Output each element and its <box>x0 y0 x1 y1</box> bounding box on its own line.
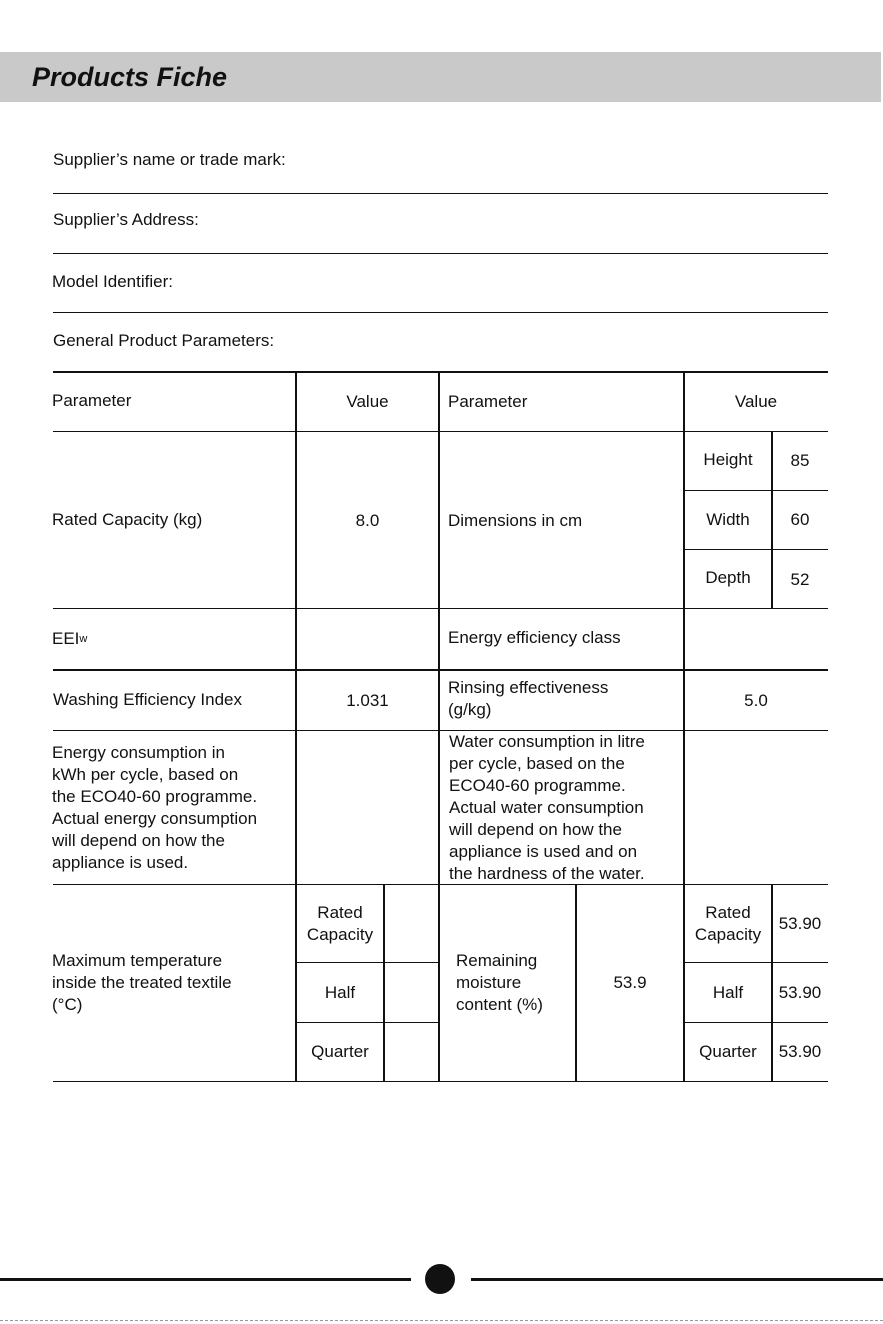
max-temperature-line: Maximum temperature <box>52 951 223 970</box>
supplier-name-label: Supplier’s name or trade mark: <box>53 150 286 169</box>
supplier-address-field <box>53 210 828 254</box>
header-value-2: Value <box>734 392 778 411</box>
moisture-rated-capacity-label <box>685 885 771 962</box>
table-col-divider <box>383 884 385 1082</box>
page-title: Products Fiche <box>32 62 228 92</box>
height-value: 85 <box>790 451 810 470</box>
remaining-moisture-line: Remaining <box>456 951 538 970</box>
width-value: 60 <box>790 510 810 529</box>
max-temp-rated-line: Rated <box>317 902 363 922</box>
rinsing-effectiveness-value: 5.0 <box>744 691 768 710</box>
dimensions-label: Dimensions in cm <box>448 511 583 530</box>
moisture-half-label: Half <box>712 982 744 1002</box>
rinsing-effectiveness-label <box>448 671 682 727</box>
header-value-1: Value <box>346 392 389 411</box>
rated-capacity-label: Rated Capacity (kg) <box>52 510 203 529</box>
supplier-name-field <box>53 150 828 194</box>
water-consumption-line: the hardness of the water. <box>449 863 645 883</box>
page-cut-line <box>0 1320 883 1321</box>
water-consumption-line: will depend on how the <box>449 819 622 839</box>
moisture-rated-capacity-value: 53.90 <box>778 913 822 933</box>
eei-text: EEI <box>52 629 80 648</box>
energy-consumption-line: appliance is used. <box>52 852 189 872</box>
energy-consumption-line: the ECO40-60 programme. <box>52 786 258 806</box>
water-consumption-line: Actual water consumption <box>449 797 644 817</box>
supplier-address-label: Supplier’s Address: <box>53 210 199 229</box>
moisture-rated-line: Capacity <box>694 924 762 944</box>
eei-subscript: w <box>79 632 88 645</box>
table-col-divider <box>438 372 440 1082</box>
water-consumption-label <box>449 731 685 884</box>
water-consumption-line: appliance is used and on <box>449 841 638 861</box>
depth-value: 52 <box>790 570 810 589</box>
water-consumption-line: Water consumption in litre <box>449 731 645 751</box>
remaining-moisture-label <box>456 885 575 1081</box>
remaining-moisture-line: content (%) <box>456 995 543 1014</box>
max-temperature-line: (°C) <box>52 995 83 1014</box>
energy-consumption-line: Energy consumption in <box>52 742 225 762</box>
max-temperature-line: inside the treated textile <box>52 973 232 992</box>
model-identifier-field <box>53 272 828 313</box>
general-params-label: General Product Parameters: <box>53 331 275 350</box>
max-temp-rated-capacity-label <box>297 885 383 962</box>
max-temperature-label <box>52 885 295 1081</box>
moisture-quarter-label: Quarter <box>699 1042 757 1061</box>
footer-line-right <box>471 1278 883 1281</box>
header-parameter-1: Parameter <box>52 391 132 410</box>
depth-label: Depth <box>705 568 751 587</box>
max-temp-rated-line: Capacity <box>306 924 374 944</box>
rinsing-line: (g/kg) <box>448 700 492 719</box>
eei-label <box>52 609 292 669</box>
header-parameter-2: Parameter <box>448 392 528 411</box>
title-bar <box>0 52 881 102</box>
max-temp-half-label: Half <box>324 982 356 1002</box>
moisture-rated-line: Rated <box>705 902 751 922</box>
footer-line-left <box>0 1278 411 1281</box>
remaining-moisture-value: 53.9 <box>613 973 647 992</box>
rated-capacity-value: 8.0 <box>355 511 380 530</box>
energy-consumption-line: will depend on how the <box>52 830 225 850</box>
footer-dot-icon <box>425 1264 455 1294</box>
energy-class-label: Energy efficiency class <box>448 628 621 647</box>
moisture-quarter-value: 53.90 <box>778 1042 822 1061</box>
width-label: Width <box>706 510 750 529</box>
energy-consumption-line: kWh per cycle, based on <box>52 764 239 784</box>
water-consumption-line: per cycle, based on the <box>449 753 625 773</box>
height-label: Height <box>703 450 753 469</box>
table-bottom-border <box>53 1081 828 1082</box>
model-identifier-label: Model Identifier: <box>52 272 173 291</box>
max-temp-quarter-label: Quarter <box>311 1042 369 1061</box>
washing-efficiency-label: Washing Efficiency Index <box>53 690 242 709</box>
washing-efficiency-value: 1.031 <box>346 691 389 710</box>
rinsing-line: Rinsing effectiveness <box>448 678 609 697</box>
moisture-half-value: 53.90 <box>778 982 822 1002</box>
water-consumption-line: ECO40-60 programme. <box>449 775 626 795</box>
remaining-moisture-line: moisture <box>456 973 522 992</box>
energy-consumption-line: Actual energy consumption <box>52 808 258 828</box>
energy-consumption-label <box>52 731 295 884</box>
